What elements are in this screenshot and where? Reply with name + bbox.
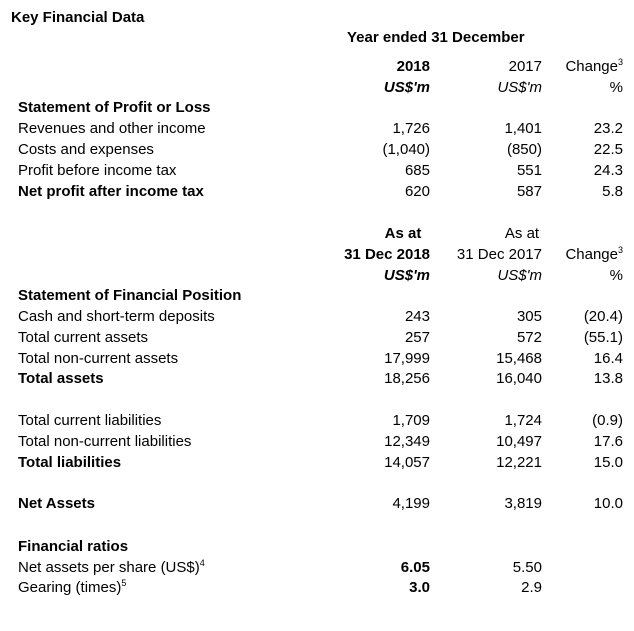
value-change: (0.9): [592, 412, 623, 429]
value-2017: 1,401: [504, 120, 542, 137]
row-label: Revenues and other income: [18, 120, 206, 137]
row-label: Net profit after income tax: [18, 183, 204, 200]
col1-unit-header: US$'m: [383, 79, 430, 96]
value-2017: 305: [516, 308, 542, 325]
value-change: 24.3: [593, 162, 623, 179]
col2-date-header: 31 Dec 2017: [456, 246, 542, 263]
col1-as-at-header: As at: [384, 225, 422, 242]
value-2018: 18,256: [384, 370, 430, 387]
row-label: Total liabilities: [18, 454, 122, 471]
row-label: Cash and short-term deposits: [18, 308, 215, 325]
value-2018: (1,040): [382, 141, 430, 158]
change-unit-header: %: [609, 79, 623, 96]
value-2017: (850): [506, 141, 542, 158]
value-2018: 6.05: [400, 559, 430, 576]
value-2018: 4,199: [392, 495, 430, 512]
value-change: 13.8: [593, 370, 623, 387]
row-label: Net assets per share (US$)$^4$: [18, 558, 205, 576]
col2-unit-header: US$'m: [497, 79, 542, 96]
value-2017: 16,040: [496, 370, 542, 387]
col2-year-header: 2017: [508, 58, 542, 75]
value-2017: 10,497: [496, 433, 542, 450]
ratios-section-title: Financial ratios: [18, 538, 129, 555]
row-label: Total assets: [18, 370, 104, 387]
change-header: Change$^3$: [565, 57, 623, 75]
col1-unit-header-2: US$'m: [383, 267, 430, 284]
col1-date-header: 31 Dec 2018: [344, 246, 430, 263]
change-header-2: Change$^3$: [565, 245, 623, 263]
value-change: 23.2: [593, 120, 623, 137]
value-change: 16.4: [593, 350, 623, 367]
value-2018: 17,999: [384, 350, 430, 367]
value-change: 15.0: [593, 454, 623, 471]
value-2018: 1,709: [392, 412, 430, 429]
row-label: Total current liabilities: [18, 412, 162, 429]
col1-year-header: 2018: [396, 58, 430, 75]
value-2017: 551: [516, 162, 542, 179]
fp-section-title: Statement of Financial Position: [18, 287, 242, 304]
col2-unit-header-2: US$'m: [497, 267, 542, 284]
value-2017: 12,221: [496, 454, 542, 471]
report-title: Key Financial Data: [11, 9, 145, 26]
value-2018: 620: [404, 183, 430, 200]
period-header: Year ended 31 December: [347, 29, 525, 46]
value-change: 5.8: [602, 183, 623, 200]
row-label: Total non-current liabilities: [18, 433, 192, 450]
value-2017: 572: [516, 329, 542, 346]
row-label: Net Assets: [18, 495, 95, 512]
value-2018: 3.0: [409, 579, 430, 596]
change-unit-header-2: %: [609, 267, 623, 284]
row-label: Total non-current assets: [18, 350, 179, 367]
row-label: Gearing (times)$^5$: [18, 578, 127, 596]
value-change: 10.0: [593, 495, 623, 512]
value-2018: 685: [404, 162, 430, 179]
value-change: 17.6: [593, 433, 623, 450]
value-2017: 15,468: [496, 350, 542, 367]
row-label: Total current assets: [18, 329, 149, 346]
value-change: 22.5: [593, 141, 623, 158]
value-change: (55.1): [583, 329, 623, 346]
value-2018: 243: [404, 308, 430, 325]
value-2018: 1,726: [392, 120, 430, 137]
value-2017: 5.50: [512, 559, 542, 576]
pl-section-title: Statement of Profit or Loss: [18, 99, 211, 116]
value-change: (20.4): [583, 308, 623, 325]
value-2017: 3,819: [504, 495, 542, 512]
value-2017: 2.9: [521, 579, 542, 596]
value-2017: 587: [516, 183, 542, 200]
row-label: Costs and expenses: [18, 141, 154, 158]
value-2018: 14,057: [384, 454, 430, 471]
value-2017: 1,724: [504, 412, 542, 429]
value-2018: 257: [404, 329, 430, 346]
row-label: Profit before income tax: [18, 162, 177, 179]
col2-as-at-header: As at: [504, 225, 540, 242]
value-2018: 12,349: [384, 433, 430, 450]
